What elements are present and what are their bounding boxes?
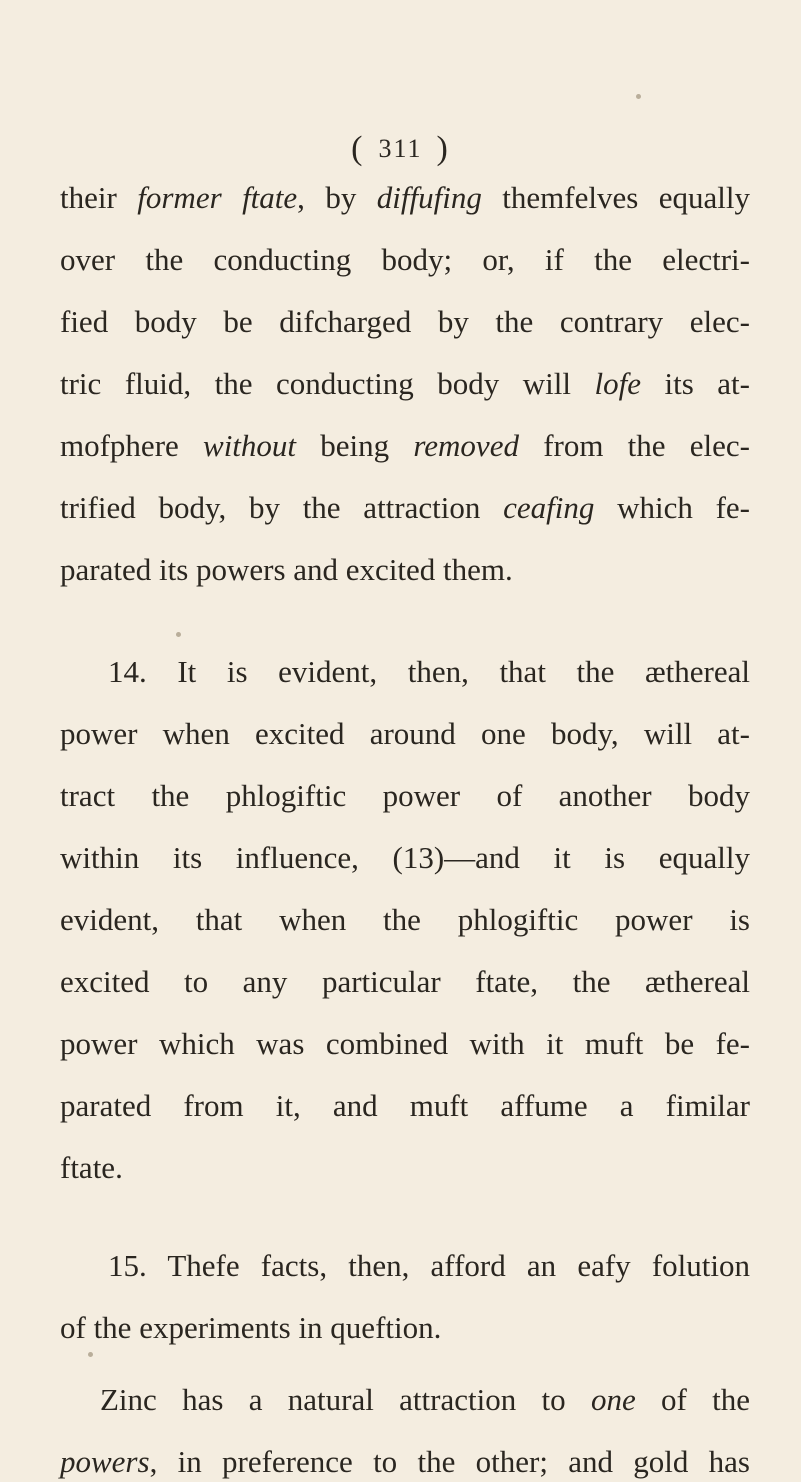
text-line: parated its powers and excited them. bbox=[60, 552, 513, 587]
text-run: of the bbox=[635, 1382, 750, 1417]
text-run: Zinc has a natural attraction to bbox=[100, 1382, 591, 1417]
italic-run: diffufing bbox=[376, 180, 482, 215]
text-line: tract the phlogiftic power of another body bbox=[60, 778, 750, 813]
left-paren: ( bbox=[351, 130, 365, 167]
text-line: excited to any particular ftate, the æthereal bbox=[60, 964, 750, 999]
text-line bbox=[60, 488, 750, 528]
text-line: 14. It is evident, then, that the æthereal bbox=[108, 654, 750, 689]
text-line: parated from it, and muft affume a fimilar bbox=[60, 1088, 750, 1123]
page-header bbox=[0, 130, 801, 168]
text-run: , by bbox=[297, 180, 377, 215]
text-line bbox=[60, 1442, 750, 1482]
text-run: trified body, by the attraction bbox=[60, 490, 504, 525]
page-number: 311 bbox=[378, 134, 423, 163]
text-line: power when excited around one body, will at- bbox=[60, 716, 750, 751]
text-run: their bbox=[60, 180, 138, 215]
text-run: its at- bbox=[640, 366, 750, 401]
text-line bbox=[60, 178, 750, 218]
italic-run: ceafing bbox=[503, 490, 595, 525]
text-run: , in preference to the other; and gold has bbox=[149, 1444, 750, 1479]
italic-run: one bbox=[590, 1382, 636, 1417]
text-line: over the conducting body; or, if the electri- bbox=[60, 242, 750, 277]
right-paren: ) bbox=[436, 130, 450, 167]
italic-run: former ftate bbox=[137, 180, 298, 215]
text-run: which fe- bbox=[594, 490, 751, 525]
text-run: being bbox=[296, 428, 414, 463]
text-run: themfelves equally bbox=[481, 180, 750, 215]
text-line: 15. Thefe facts, then, afford an eafy folution bbox=[108, 1248, 750, 1283]
text-line: evident, that when the phlogiftic power is bbox=[60, 902, 750, 937]
italic-run: lofe bbox=[594, 366, 641, 401]
italic-run: removed bbox=[413, 428, 519, 463]
text-run: tric fluid, the conducting body will bbox=[60, 366, 595, 401]
text-line bbox=[60, 426, 750, 466]
paper-speck bbox=[636, 94, 641, 99]
italic-run: powers bbox=[60, 1444, 150, 1479]
paper-speck bbox=[176, 632, 181, 637]
text-line: fied body be difcharged by the contrary elec- bbox=[60, 304, 750, 339]
text-line bbox=[100, 1380, 750, 1420]
paper-speck bbox=[88, 1352, 93, 1357]
text-line: of the experiments in queftion. bbox=[60, 1310, 442, 1345]
text-run: mofphere bbox=[60, 428, 204, 463]
text-line: power which was combined with it muft be fe- bbox=[60, 1026, 750, 1061]
italic-run: without bbox=[203, 428, 297, 463]
text-run: from the elec- bbox=[518, 428, 751, 463]
text-line: within its influence, (13)—and it is equally bbox=[60, 840, 750, 875]
text-line: ftate. bbox=[60, 1150, 123, 1185]
text-line bbox=[60, 364, 750, 404]
